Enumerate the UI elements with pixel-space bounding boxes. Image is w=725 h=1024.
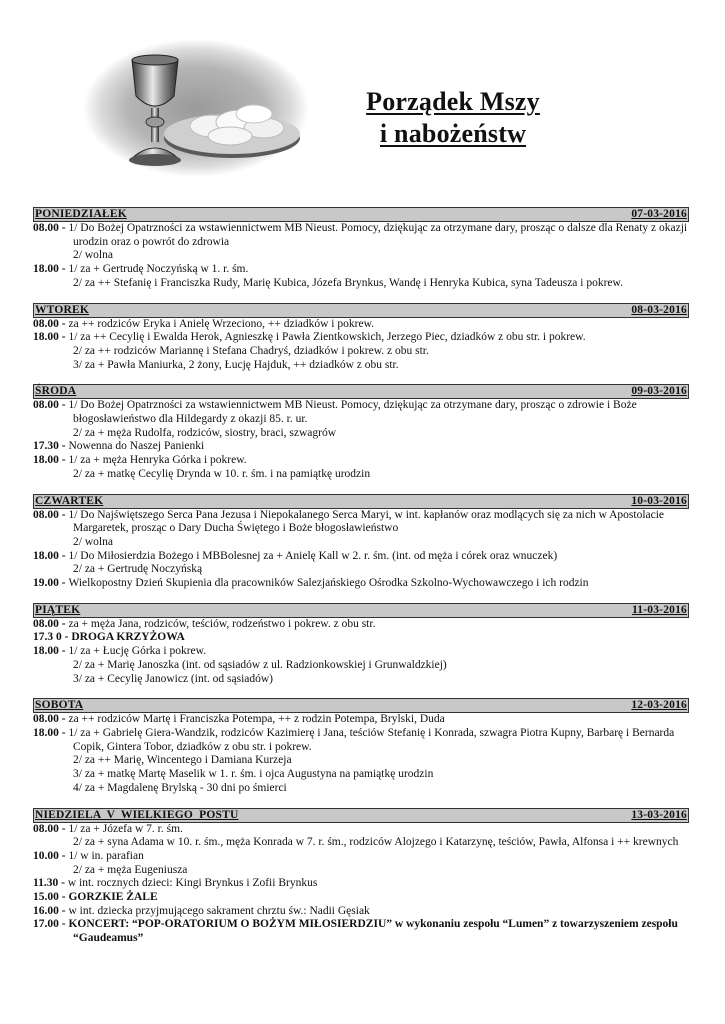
mass-intention: KONCERT: “POP-ORATORIUM O BOŻYM MIŁOSIERDZIU” w wykonaniu zespołu “Lumen” z towarzyszeniem zespołu “Gaudeamus” <box>68 918 678 945</box>
time-separator: - <box>58 822 69 835</box>
time-separator: - <box>58 726 69 739</box>
mass-entry <box>33 631 689 645</box>
mass-time: 08.00 <box>33 508 59 521</box>
mass-entry <box>33 713 689 727</box>
mass-intention: 1/ Do Bożej Opatrzności za wstawiennictwem MB Nieust. Pomocy, dziękując za otrzymane dary, prosząc o zdrowie i Boże błogosławieństwo dla Hildegardy z okazji 85. r. ur. <box>68 399 637 426</box>
mass-intention: 1/ Do Miłosierdzia Bożego i MBBolesnej za + Anielę Kall w 2. r. śm. (int. od męża i córek oraz wnuczek) <box>68 549 558 562</box>
time-separator: - <box>58 891 69 904</box>
mass-entry <box>33 318 689 332</box>
title-line-2: i nabożeństw <box>379 119 527 148</box>
mass-entry <box>33 823 689 837</box>
time-separator: - <box>58 918 69 931</box>
mass-intention: 1/ za + Józefa w 7. r. śm. <box>68 822 183 835</box>
mass-entry <box>33 536 689 550</box>
mass-intention: 2/ za ++ rodziców Mariannę i Stefana Chadryś, dziadków i pokrew. z obu str. <box>73 344 429 357</box>
mass-entry <box>33 645 689 659</box>
time-separator: - <box>58 549 69 562</box>
mass-intention: 2/ za + syna Adama w 10. r. śm., męża Konrada w 7. r. śm., rodziców Alojzego i Katarzynę, teściów, Pawła, Alfonsa i ++ krewnych <box>73 836 679 849</box>
mass-time: 18.00 <box>33 645 59 658</box>
mass-time: 18.00 <box>33 454 59 467</box>
day-name: ŚRODA <box>35 385 77 398</box>
mass-intention: 1/ za + Łucję Górka i pokrew. <box>68 645 207 658</box>
mass-entry <box>33 277 689 291</box>
mass-time: 19.00 <box>33 577 59 590</box>
mass-intention: 2/ za ++ Stefanię i Franciszka Rudy, Marię Kubica, Józefa Brynkus, Wandę i Henryka Kubica, syna Tadeusza i pokrew. <box>73 276 623 289</box>
time-separator: - <box>58 440 69 453</box>
time-separator: - <box>61 631 72 644</box>
day-date: 07-03-2016 <box>631 208 687 220</box>
day-header <box>33 494 689 509</box>
time-separator: - <box>58 454 69 467</box>
day-header <box>33 698 689 713</box>
day-name: CZWARTEK <box>35 494 104 507</box>
mass-intention: 2/ za + męża Rudolfa, rodziców, siostry, braci, szwagrów <box>73 426 337 439</box>
mass-time: 10.00 <box>33 849 59 862</box>
mass-entry <box>33 768 689 782</box>
mass-entry <box>33 850 689 864</box>
time-separator: - <box>58 508 69 521</box>
title-line-1: Porządek Mszy <box>366 87 540 116</box>
day-section <box>33 808 689 946</box>
mass-time: 08.00 <box>33 317 59 330</box>
mass-time: 16.00 <box>33 904 59 917</box>
mass-entry <box>33 263 689 277</box>
day-name: PIĄTEK <box>35 603 81 616</box>
mass-intention: 1/ za ++ Cecylię i Ewalda Herok, Agnieszkę i Pawła Zientkowskich, Jerzego Piec, dziadków z obu str. i pokrew. <box>68 331 586 344</box>
mass-time: 17.30 <box>33 440 59 453</box>
mass-intention: 1/ za + Gabrielę Giera-Wandzik, rodziców Kazimierę i Jana, teściów Stefanię i Konrada, szwagra Piotra Kupny, Barbarę i Bernarda Copik, Gintera Tobor, dziadków z obu str. i pokrew. <box>68 726 675 753</box>
mass-intention: 1/ Do Bożej Opatrzności za wstawiennictwem MB Nieust. Pomocy, dziękując za otrzymane dary, prosząc o dalsze dla Renaty z okazji urodzin oraz o powrót do zdrowia <box>68 222 688 248</box>
mass-intention: w int. dziecka przyjmującego sakrament chrztu św.: Nadii Gęsiak <box>68 904 370 917</box>
mass-entry <box>33 918 689 945</box>
day-date: 12-03-2016 <box>631 699 687 712</box>
day-date: 08-03-2016 <box>631 303 687 316</box>
mass-time: 17.00 <box>33 918 59 931</box>
chalice-and-hosts-image <box>82 38 310 178</box>
time-separator: - <box>58 577 69 590</box>
mass-entry <box>33 440 689 454</box>
day-header <box>33 207 689 222</box>
mass-entry <box>33 727 689 754</box>
day-date: 13-03-2016 <box>631 808 687 821</box>
day-name: SOBOTA <box>35 699 84 712</box>
mass-entry <box>33 249 689 263</box>
day-name: PONIEDZIAŁEK <box>35 208 127 220</box>
time-separator: - <box>58 713 69 726</box>
day-section <box>33 303 689 373</box>
time-separator: - <box>58 617 69 630</box>
mass-intention: Nowenna do Naszej Panienki <box>68 440 205 453</box>
time-separator: - <box>58 399 69 412</box>
mass-entry <box>33 345 689 359</box>
time-separator: - <box>58 877 68 890</box>
time-separator: - <box>58 645 69 658</box>
day-header <box>33 303 689 318</box>
mass-entry <box>33 905 689 919</box>
page-title <box>330 86 576 150</box>
mass-entry <box>33 836 689 850</box>
day-section <box>33 494 689 591</box>
time-separator: - <box>58 222 69 234</box>
mass-intention: 3/ za + matkę Martę Maselik w 1. r. śm. i ojca Augustyna na pamiątkę urodzin <box>73 768 434 781</box>
mass-entry <box>33 399 689 426</box>
mass-intention: za ++ rodziców Eryka i Anielę Wrzeciono, ++ dziadków i pokrew. <box>68 317 374 330</box>
mass-intention: 3/ za + Cecylię Janowicz (int. od sąsiadów) <box>73 672 274 685</box>
mass-intention: 2/ za + męża Eugeniusza <box>73 863 188 876</box>
mass-time: 08.00 <box>33 822 59 835</box>
mass-intention: GORZKIE ŻALE <box>68 891 158 904</box>
mass-intention: 2/ za + matkę Cecylię Drynda w 10. r. śm. i na pamiątkę urodzin <box>73 467 371 480</box>
mass-entry <box>33 563 689 577</box>
mass-entry <box>33 468 689 482</box>
day-date: 10-03-2016 <box>631 494 687 507</box>
day-date: 11-03-2016 <box>631 603 687 616</box>
mass-entry <box>33 331 689 345</box>
mass-time: 17.3 0 <box>33 631 62 644</box>
mass-intention: w int. rocznych dzieci: Kingi Brynkus i Zofii Brynkus <box>67 877 318 890</box>
mass-time: 08.00 <box>33 713 59 726</box>
mass-entry <box>33 782 689 796</box>
mass-entry <box>33 550 689 564</box>
mass-entry <box>33 864 689 878</box>
mass-intention: 1/ Do Najświętszego Serca Pana Jezusa i Niepokalanego Serca Maryi, w int. kapłanów oraz modlących się za nich w Apostolacie Margaretek, prosząc o Dary Ducha Świętego i Boże błogosławieństwo <box>68 508 665 535</box>
mass-time: 18.00 <box>33 726 59 739</box>
mass-intention: 2/ za + Marię Janoszka (int. od sąsiadów z ul. Radzionkowskiej i Grunwaldzkiej) <box>73 658 447 671</box>
mass-intention: 2/ za ++ Marię, Wincentego i Damiana Kurzeja <box>73 754 292 767</box>
day-date: 09-03-2016 <box>631 385 687 398</box>
mass-intention: 2/ wolna <box>73 249 113 262</box>
day-name: NIEDZIELA V WIELKIEGO POSTU <box>35 808 239 821</box>
time-separator: - <box>58 317 69 330</box>
mass-time: 08.00 <box>33 222 59 234</box>
mass-entry <box>33 454 689 468</box>
day-section <box>33 207 689 291</box>
mass-intention: za + męża Jana, rodziców, teściów, rodzeństwo i pokrew. z obu str. <box>68 617 376 630</box>
mass-entry <box>33 577 689 591</box>
mass-entry <box>33 509 689 536</box>
mass-time: 15.00 <box>33 891 59 904</box>
mass-schedule <box>33 207 689 958</box>
mass-intention: 1/ za + męża Henryka Górka i pokrew. <box>68 454 247 467</box>
time-separator: - <box>58 904 69 917</box>
time-separator: - <box>58 849 69 862</box>
mass-time: 08.00 <box>33 399 59 412</box>
mass-time: 08.00 <box>33 617 59 630</box>
mass-intention: 1/ w in. parafian <box>68 849 144 862</box>
mass-entry <box>33 877 689 891</box>
time-separator: - <box>58 263 69 276</box>
mass-intention: za ++ rodziców Martę i Franciszka Potempa, ++ z rodzin Potempa, Brylski, Duda <box>68 713 445 726</box>
mass-entry <box>33 673 689 687</box>
day-section <box>33 603 689 687</box>
mass-intention: 2/ wolna <box>73 535 113 548</box>
mass-time: 18.00 <box>33 549 59 562</box>
mass-time: 11.30 <box>33 877 59 890</box>
mass-entry <box>33 427 689 441</box>
mass-intention: 2/ za + Gertrudę Noczyńską <box>73 563 203 576</box>
day-name: WTOREK <box>35 303 90 316</box>
day-header <box>33 384 689 399</box>
time-separator: - <box>58 331 69 344</box>
mass-entry <box>33 222 689 249</box>
mass-entry <box>33 754 689 768</box>
day-section <box>33 384 689 481</box>
mass-intention: 3/ za + Pawła Maniurka, 2 żony, Łucję Hajduk, ++ dziadków z obu str. <box>73 358 399 371</box>
day-header <box>33 603 689 618</box>
mass-entry <box>33 359 689 373</box>
mass-time: 18.00 <box>33 263 59 276</box>
mass-entry <box>33 891 689 905</box>
mass-intention: 1/ za + Gertrudę Noczyńską w 1. r. śm. <box>68 263 249 276</box>
mass-intention: 4/ za + Magdalenę Brylską - 30 dni po śmierci <box>73 781 287 794</box>
mass-intention: DROGA KRZYŻOWA <box>71 631 185 644</box>
mass-time: 18.00 <box>33 331 59 344</box>
day-section <box>33 698 689 795</box>
mass-entry <box>33 618 689 632</box>
mass-intention: Wielkopostny Dzień Skupienia dla pracowników Salezjańskiego Ośrodka Szkolno-Wychowawczego i ich rodzin <box>68 577 589 590</box>
mass-entry <box>33 659 689 673</box>
day-header <box>33 808 689 823</box>
